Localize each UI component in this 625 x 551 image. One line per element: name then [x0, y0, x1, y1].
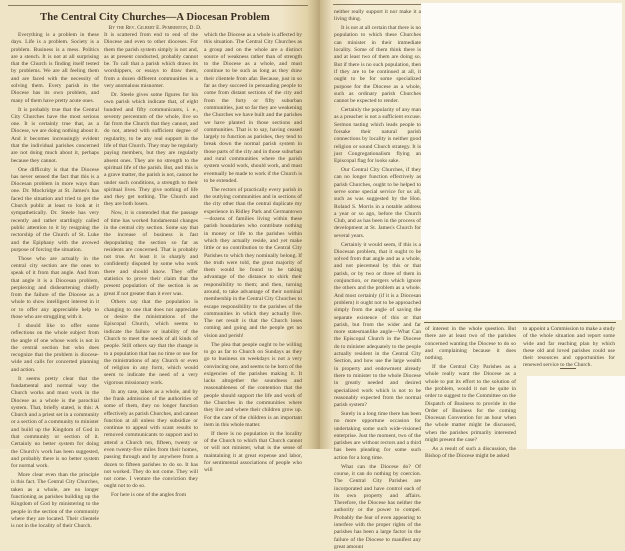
paragraph: Those who are actually in the central city section are the ones to speak of it from that angle. And from that angle it is a Diocesan problem, perplexing and disheartening chiefly from the failure of the Diocese as a whole to show intelligent interest in it or to offer any appreciable help to those who are struggling with it.: [11, 255, 99, 321]
paragraph: of interest in the whole question. But there are at least two of the parishes concerned wanting the Diocese to do so and complaining because it does nothing.: [425, 326, 516, 362]
paragraph: I should like to offer some reflections on the whole subject from the angle of one whose work is not in the central section but who does recognize that the problem is diocese-wide and calls for concerted planning and action.: [11, 322, 99, 373]
left-column-2: [104, 32, 198, 500]
end-of-article-rule: [560, 368, 576, 369]
paragraph: Certainly the popularity of any man as a preacher is not a sufficient excuse. Sermon tasting which leads people to forsake their natural parish connections by locality is neither good religion or sound Church strategy. It is just Congregationalism flying an Episcopal flag for looks sake.: [334, 107, 421, 165]
paragraph: If there is no population in the locality of the Church to which that Church cannot or will not minister, what is the sense of maintaining it at great expense and labor, for sentimental associations of people who will: [204, 430, 302, 474]
paragraph: For here is one of the angles from: [111, 492, 187, 499]
right-column-3: [523, 326, 615, 370]
paragraph: It is probably true that the Central City Churches have the most serious one. It is certainly true that, as a Diocese, we are doing nothing about it. And it becomes increasingly evident that the individual parishes concerned are not doing much about it, perhaps because they cannot.: [11, 106, 99, 164]
right-running-head-rule: [333, 4, 421, 5]
paragraph: Everything is a problem in these days. Life is a problem. Society is a problem. Business is a mess. Politics are a stench. It is not at all surprising that the Church is finding itself tested by problems. We are all feeling them and are faced with the necessity of solving them. Every parish in the Diocese has its own problem, and many of them have pretty acute ones.: [11, 32, 99, 104]
paragraph: Dr. Steele gives some figures for his own parish which indicate that, of eight hundred and fifty communicants, i. e., seventy percentum of the whole, live so far from the Church that they cannot, and do not, attend with sufficient degree of regularity, to be any real support in the life of that Church. They may be regularly paying members, but they are regularly absent ones. They are no strength to the spiritual life of the parish. But, and this is a grave matter, the parish is not, cannot be under such conditions, a strength to their spiritual lives. They give nothing of life and they get nothing. The Church and they are both losers.: [104, 91, 198, 208]
paragraph: Others say that the population is changing to one that does not appreciate or desire the ministrations of the Episcopal Church, which seems to indicate the failure or inability of the Church to meet the needs of all kinds of people. Still others say that the change is to a population that has no time or use for the ministrations of any Church or even of religion in any form, which would seem to indicate the need of a very vigorous missionary work.: [104, 299, 198, 386]
article-byline: By the Rev. Gilbert E. Pemberton, D. D.: [108, 25, 202, 31]
paragraph: It is scattered from end to end of the Diocese and even to other dioceses. For them the parish system simply is not and, as at present conducted, probably cannot be. To call that a parish which draws its worshippers, or essays to draw them, from a dozen different communities is a very anomalous misnomer.: [104, 32, 198, 90]
paragraph: The rectors of practically every parish in the outlying communities and in sections of the city other than the central duplicate my experience in Ridley Park and Germantown—dozens of families living within these parish boundaries who contribute nothing in money or life to the parishes within which they actually reside, and yet make little or no contribution to the Central City Parishes to which they nominally belong. If the truth were told, the great majority of them would be found to be taking advantage of the distance to shirk their responsibility to them; and then, turning around, to take advantage of their nominal membership in the Central City Churches to escape responsibility to the parishes of the communities in which they actually live. The net result is that the Church loses coming and going and the people get no vision and perish!: [204, 186, 302, 339]
paragraph: If the Central City Parishes as a whole really want the Diocese as a whole to put its effort to the solution of the problem, would it not be quite in order to suggest to the Committee on the Dispatch of Business to provide in the Order of Business for the coming Diocesan Convention for an hour when the whole matter might be discussed, when the parishes primarily interested might present the case?: [425, 364, 516, 444]
paragraph: neither really support it nor make it a living thing.: [334, 9, 421, 23]
paragraph: As a result of such a discussion, the Bishop of the Diocese might be asked: [425, 445, 516, 460]
paragraph: Surely in a long time there has been no more opportune occasion for undertaking some such wide-visioned enterprise. Just the moment, two of the parishes are without rectors and a third has been pleading for some such action for a long time.: [334, 411, 421, 461]
paragraph: Now, it is contended that the passage of time has worked fundamental changes in the central city section. Some say that the increase of business is fast depopulating the section so far as residents are concerned. That is probably not true. At least it is sharply and confidently disputed by some who work there and should know. They offer statistics to prove their claim that the present population of the section is as great if not greater than it ever was.: [104, 210, 198, 297]
paragraph: to appoint a Commission to make a study of the whole situation and report some wide and far reaching plan by which these old and loved parishes could use their resources and opportunities for renewed service to the Church.: [523, 326, 615, 369]
section-rule: [424, 322, 616, 323]
masked-region-top: [421, 3, 622, 320]
paragraph: It is not at all certain that there is no population to which these Churches can minister in their immediate locality. Some of them think there is and at least two of them are doing so. But if there is no such population, then if they are to be continued at all, it ought to be for some specialized purpose for the Diocese as a whole, such as ordinary parish Churches cannot be expected to render.: [334, 25, 421, 105]
paragraph: The plea that people ought to be willing to go as far to Church on Sundays as they go to business on weekdays is not a very convincing one, and seems to be born of the exigencies of the parishes making it. It lacks altogether the soundness and reasonableness of the contention that the people should support the life and work of the Churches in the communities where they live and where their children grow up. For the care of the children is an important item in this whole matter.: [204, 341, 302, 428]
paragraph: It seems pretty clear that the fundamental and normal way the Church works and must work in the Diocese as a whole is the parochial system. That, briefly stated, is this: A Church and a priest set in a community or a section of a community to minister and build up the Kingdom of God in that community or section of it. Certainly no better system for doing the Church's work has been suggested, and probably there is no better system for normal work.: [11, 375, 99, 470]
paragraph: Our Central City Churches, if they can no longer function effectively as parish Churches, ought to be helped to serve some special service for us all, such as was suggested by the Hon. Roland S. Morris in a notable address a year or so ago, before the Church Club, and as has been in the process of development at St. James's Church for several years.: [334, 167, 421, 239]
paragraph: What can the Diocese do? Of course, it can do nothing by coercion. The Central City Parishes are incorporated and have control each of its own property and affairs. Therefore, the Diocese has neither the authority or the power to compel. Probably the fear of even appearing to interfere with the proper rights of the parishes has been a large factor in the failure of the Diocese to manifest any great amount: [334, 463, 421, 550]
paragraph: One difficulty is that the Diocese has never sensed the fact that this is a Diocesan problem in more ways than one. Dr. Mockridge at St. James's has faced the situation and tried to get the Church public at least to look at it sympathetically. Dr. Steele has very recently and rather startlingly called public attention to it by resigning the rectorship of the Church of St. Luke and the Epiphany with the avowed purpose of forcing the situation.: [11, 166, 99, 253]
paragraph: which the Diocese as a whole is affected by this situation. The Central City Churches as a group and on the whole are a distinct source of weakness rather than of strength to the Diocese as a whole, and must continue to be such as long as they draw their clientele from afar. Because, just in so far as they succeed in persuading people to come from distant sections of the city and from the forty or fifty suburban communities, just so far they are weakening the Churches we have built and the parishes we have planted in those sections and communities. That is to say, having ceased largely to function as parishes, they tend to break down the normal parish system in those parts of the city and in those suburban and rural communities where the parish system would work, should work, and must eventually be made to work if the Church is to be extended.: [204, 32, 302, 184]
masked-region-bottom: [527, 376, 625, 449]
paragraph: Certainly it would seem, if this is a Diocesan problem, that it ought to be solved from that angle and as a whole, and not piecemeal by this or that parish, or by two or three of them in conjunction, or mergers which ignore the others and the problem as a whole. And most certainly (if it is a Diocesan problem) it ought not to be approached simply from the angle of saving the separate existence of this or that parish, but from the wider and far more statesmanlike angle—What Can the Episcopal Church in the Diocese do to minister adequately to the people actually resident in the Central City Section, and how use the large wealth in property and endowment already there to minister to the whole Diocese in greatly needed and desired specialized work which is not to be reasonably expected from the normal parish system?: [334, 241, 421, 409]
left-running-head-rule: [8, 5, 308, 6]
left-column-1: [11, 32, 99, 530]
right-column-1: [334, 9, 421, 551]
article-title: The Central City Churches—A Diocesan Problem: [40, 12, 270, 23]
paragraph: In any case, taken as a whole, and by the frank admission of the authorities of some of them, they no longer function effectively as parish Churches, and cannot function at all unless they subsidize or continue to appeal with scant results to removed communicants to support and to attend a Church ten, fifteen, twenty or even twenty-five miles from their homes, passing through and by anywhere from a dozen to fifteen parishes to do so. It has not worked. They do not come. They will not come. I venture the conviction they ought not to do so.: [104, 388, 198, 490]
left-column-3: [204, 32, 302, 475]
paragraph: More clear even than the principle is this fact. The Central City Churches, taken as a whole, are no longer functioning as parishes building up the Kingdom of God by ministering to the people in the section of the community where they are located. Their clientele is not in the locality of their Church.: [11, 472, 99, 530]
right-column-2: [425, 326, 516, 461]
